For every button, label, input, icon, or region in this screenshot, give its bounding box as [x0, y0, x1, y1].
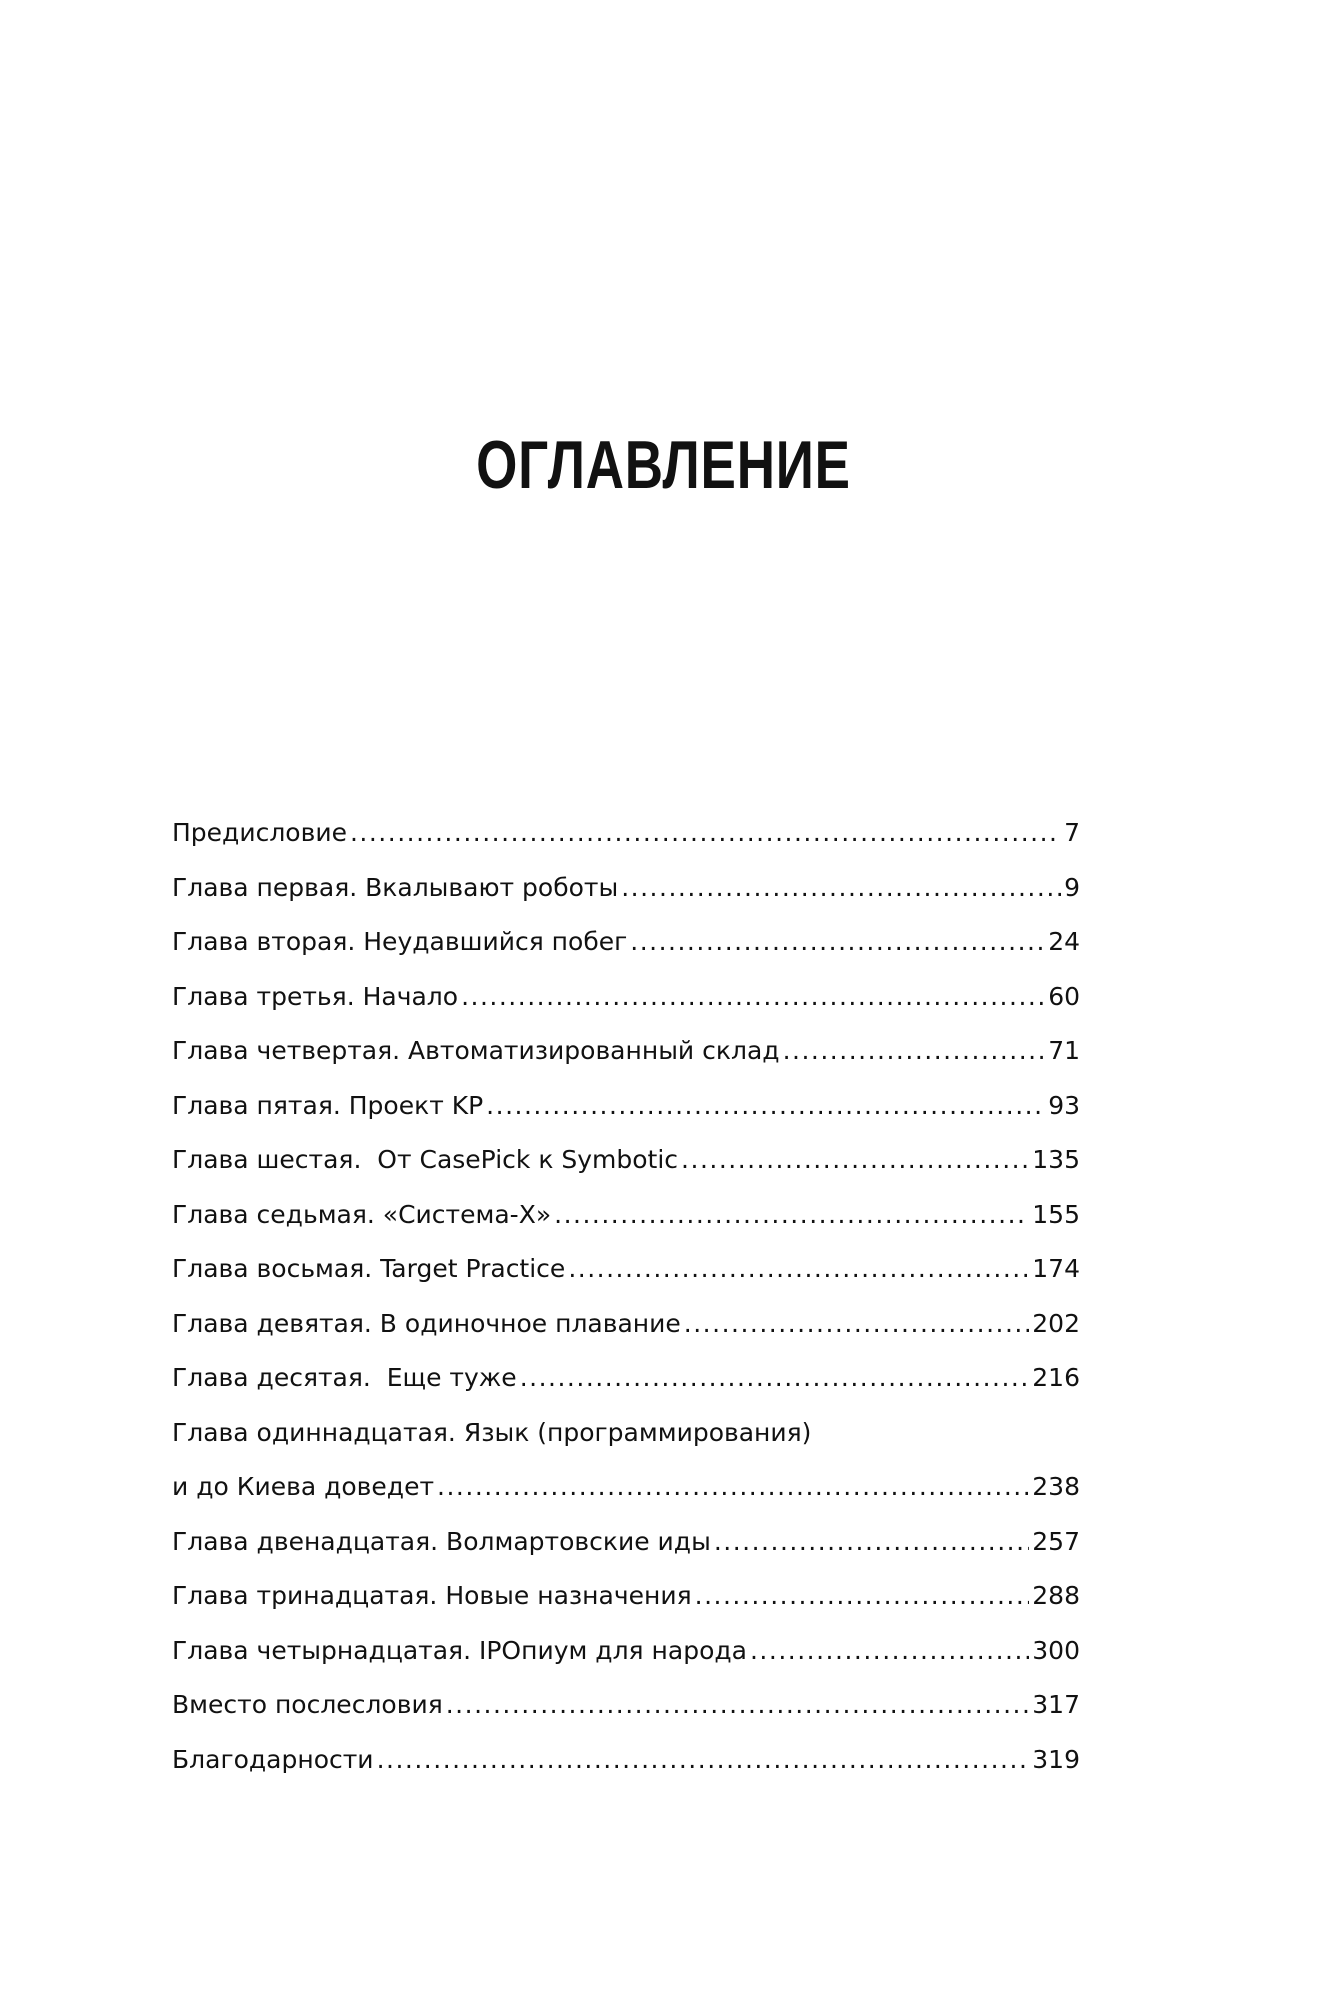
toc-entry-page: 71: [1048, 1036, 1080, 1065]
toc-entry-page: 9: [1064, 872, 1080, 902]
toc-entry-title: Глава третья. Начало: [172, 981, 459, 1011]
toc-leader-dots: [783, 1024, 1046, 1079]
toc-leader-dots: [630, 915, 1045, 970]
toc-entry-title: Вместо послесловия: [172, 1690, 443, 1719]
toc-entry-page: 257: [1032, 1526, 1080, 1556]
table-of-contents: [172, 806, 1080, 1787]
toc-entry-page: 155: [1032, 1199, 1080, 1229]
toc-leader-dots: [350, 806, 1061, 861]
toc-entry: [172, 915, 1080, 970]
toc-leader-dots: [520, 1351, 1030, 1406]
toc-entry-title: Глава девятая. В одиночное плавание: [172, 1308, 681, 1338]
toc-entry-page: 93: [1048, 1090, 1080, 1120]
toc-entry: [172, 1406, 1080, 1515]
toc-entry-page: 24: [1048, 927, 1080, 956]
toc-leader-dots: [568, 1242, 1029, 1297]
toc-entry-page: 174: [1032, 1254, 1080, 1283]
toc-entry: [172, 1515, 1080, 1570]
toc-leader-dots: [695, 1569, 1030, 1624]
toc-entry: [172, 1624, 1080, 1679]
toc-entry-page: 216: [1032, 1363, 1080, 1392]
toc-leader-dots: [681, 1133, 1029, 1188]
toc-entry-title: Глава двенадцатая. Волмартовские иды: [172, 1526, 711, 1556]
toc-entry: [172, 806, 1080, 861]
toc-entry: [172, 1079, 1080, 1134]
toc-entry: [172, 861, 1080, 916]
toc-entry-page: 238: [1032, 1472, 1080, 1501]
toc-leader-dots: [437, 1460, 1029, 1515]
toc-leader-dots: [486, 1079, 1045, 1134]
toc-entry: [172, 1678, 1080, 1733]
toc-entry-page: 202: [1032, 1308, 1080, 1338]
toc-entry-title: Глава пятая. Проект KP: [172, 1090, 484, 1120]
toc-entry-title: Предисловие: [172, 818, 347, 847]
toc-entry-page: 60: [1048, 981, 1080, 1011]
toc-entry: [172, 1188, 1080, 1243]
toc-entry: [172, 970, 1080, 1025]
toc-entry-title: Глава десятая. Еще туже: [172, 1363, 517, 1392]
toc-entry-title: Глава первая. Вкалывают роботы: [172, 872, 619, 902]
toc-leader-dots: [621, 861, 1061, 916]
toc-entry: [172, 1024, 1080, 1079]
toc-entry-page: 319: [1032, 1744, 1080, 1774]
toc-entry-page: 7: [1064, 818, 1080, 847]
toc-entry: [172, 1351, 1080, 1406]
toc-leader-dots: [446, 1678, 1030, 1733]
toc-entry: [172, 1569, 1080, 1624]
toc-entry: [172, 1297, 1080, 1352]
toc-entry-title: Глава восьмая. Target Practice: [172, 1254, 566, 1283]
toc-leader-dots: [714, 1515, 1029, 1570]
toc-entry-page: 135: [1032, 1145, 1080, 1174]
toc-entry: [172, 1733, 1080, 1788]
toc-leader-dots: [684, 1297, 1030, 1352]
toc-entry-title: Глава тринадцатая. Новые назначения: [172, 1581, 692, 1610]
toc-entry-title: Глава четырнадцатая. IPOпиум для народа: [172, 1635, 747, 1665]
toc-leader-dots: [377, 1733, 1030, 1788]
toc-entry-title-line1: Глава одиннадцатая. Язык (программирования): [172, 1417, 812, 1447]
toc-leader-dots: [750, 1624, 1029, 1679]
toc-entry-page: 317: [1032, 1690, 1080, 1719]
toc-entry-title: Глава четвертая. Автоматизированный склад: [172, 1036, 780, 1065]
toc-entry-page: 300: [1032, 1635, 1080, 1665]
page-title: ОГЛАВЛЕНИЕ: [476, 427, 851, 503]
toc-entry-title: Благодарности: [172, 1744, 374, 1774]
toc-entry-title: и до Киева доведет: [172, 1472, 435, 1501]
toc-entry: [172, 1133, 1080, 1188]
toc-entry-page: 288: [1032, 1581, 1080, 1610]
toc-entry-title: Глава шестая. От CasePick к Symbotic: [172, 1145, 679, 1174]
toc-entry-title: Глава вторая. Неудавшийся побег: [172, 927, 628, 956]
toc-entry: [172, 1242, 1080, 1297]
toc-entry-title: Глава седьмая. «Система-Х»: [172, 1199, 552, 1229]
toc-leader-dots: [461, 970, 1045, 1025]
toc-leader-dots: [554, 1188, 1029, 1243]
